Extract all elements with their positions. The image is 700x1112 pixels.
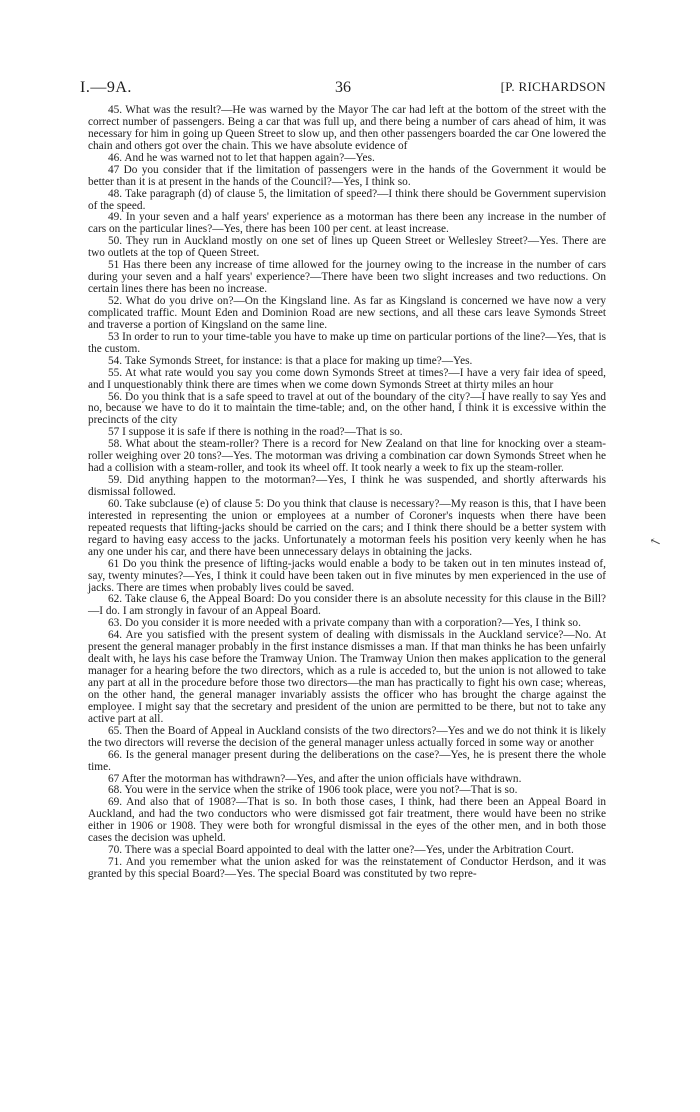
paragraph-q64: 64. Are you satisfied with the present system of dealing with dismissals in the Auckland service?—No. At present the general manager probably in the first instance dismisses a man. If that man thinks he has been unfairly dealt with, he lays his case before the Tramway Union. The Tramway Union then makes application to the general manager for a hearing before the two directors, which as a rule is acceded to, but the union is not allowed to take any part at all in the procedure before those two directors—the man has practically to fight his own case; whereas, on the other hand, the general manager invariably assists the officer who has brought the charge against the employee. I might say that the secretary and president of the union are permitted to be there, but not to take any active part at all.	[88, 629, 606, 725]
paragraph-q57: 57 I suppose it is safe if there is nothing in the road?—That is so.	[108, 426, 403, 439]
paragraph-q67: 67 After the motorman has withdrawn?—Yes, and after the union officials have withdrawn.	[108, 772, 522, 785]
paragraph-q51: 51 Has there been any increase of time allowed for the journey owing to the increase in the number of cars during your seven and a half years' experience?—There have been two slight increases and two reductions. On certain lines there has been no increase.	[88, 259, 606, 296]
margin-pencil-mark: ↖	[647, 532, 663, 551]
testimony-body	[88, 105, 606, 881]
paragraph-q50: 50. They run in Auckland mostly on one set of lines up Queen Street or Wellesley Street?—Yes. There are two outlets at the top of Queen Street.	[88, 235, 606, 260]
paragraph-q70: 70. There was a special Board appointed to deal with the latter one?—Yes, under the Arbitration Court.	[108, 844, 574, 857]
paragraph-q47: 47 Do you consider that if the limitation of passengers were in the hands of the Government it would be better than it is at present in the hands of the Council?—Yes, I think so.	[88, 163, 606, 188]
paragraph-q45: 45. What was the result?—He was warned by the Mayor The car had left at the bottom of the street with the correct number of passengers. Being a car that was full up, and there being a number of cars ahead of him, it was necessary for him in going up Queen Street to slow up, and then other passengers boarded the car One lowered the chain and others got over the chain. This we have absolute evidence of	[88, 104, 606, 152]
paragraph-q63: 63. Do you consider it is more needed with a private company than with a corporation?—Yes, I think so.	[108, 617, 581, 630]
paragraph-q55: 55. At what rate would you say you come down Symonds Street at times?—I have a very fair idea of speed, and I unquestionably think there are times when we come down Symonds Street at thirty miles an hour	[88, 366, 606, 391]
paragraph-q49: 49. In your seven and a half years' experience as a motorman has there been any increase in the number of cars on the particular lines?—Yes, there has been 100 per cent. at least increase.	[88, 211, 606, 236]
paragraph-q59: 59. Did anything happen to the motorman?—Yes, I think he was suspended, and shortly afterwards his dismissal followed.	[88, 474, 606, 498]
paragraph-q69: 69. And also that of 1908?—That is so. In both those cases, I think, had there been an Appeal Board in Auckland, and had the two conductors who were dismissed got fair treatment, there would have been no strike either in 1906 or 1908. They were both for wrongful dismissal in the eyes of the other men, and in both those cases the decision was upheld.	[88, 796, 606, 845]
paragraph-q66: 66. Is the general manager present during the deliberations on the case?—Yes, he is present there the whole time.	[88, 748, 606, 773]
paragraph-q53: 53 In order to run to your time-table you have to make up time on particular portions of the line?—Yes, that is the custom.	[88, 330, 606, 355]
paragraph-q54: 54. Take Symonds Street, for instance: is that a place for making up time?—Yes.	[108, 354, 473, 367]
paragraph-q65: 65. Then the Board of Appeal in Auckland consists of the two directors?—Yes and we do not think it is likely the two directors will reverse the decision of the general manager unless actually forced in some way or another	[88, 724, 606, 749]
paragraph-q48: 48. Take paragraph (d) of clause 5, the limitation of speed?—I think there should be Government supervision of the speed.	[88, 187, 606, 212]
paragraph-q52: 52. What do you drive on?—On the Kingsland line. As far as Kingsland is concerned we have now a very complicated traffic. Mount Eden and Dominion Road are new sections, and all these cars leave Symonds Street and traverse a portion of Kingsland on the same line.	[88, 295, 606, 331]
paragraph-q61: 61 Do you think the presence of lifting-jacks would enable a body to be taken out in ten minutes instead of, say, twenty minutes?—Yes, I think it could have been taken out in five minutes by men experienced in the use of jacks. There are times when probably lives could be saved.	[88, 557, 606, 594]
paragraph-q58: 58. What about the steam-roller? There is a record for New Zealand on that line for knocking over a steam-roller weighing over 20 tons?—Yes. The motorman was driving a combination car down Symonds Street when he had a collision with a steam-roller, and took its wheel off. It took nearly a week to fix up the steam-roller.	[88, 438, 606, 475]
witness-name: [P. RICHARDSON	[500, 79, 606, 94]
paragraph-q68: 68. You were in the service when the strike of 1906 took place, were you not?—That is so.	[108, 784, 518, 797]
paragraph-q62: 62. Take clause 6, the Appeal Board: Do you consider there is an absolute necessity for this clause in the Bill?—I do. I am strongly in favour of an Appeal Board.	[88, 593, 606, 618]
paragraph-q46: 46. And he was warned not to let that happen again?—Yes.	[108, 151, 375, 164]
page-number: 36	[335, 79, 351, 96]
page-header	[80, 79, 606, 101]
document-reference: I.—9A.	[80, 79, 132, 96]
paragraph-q71: 71. And you remember what the union asked for was the reinstatement of Conductor Herdson, and it was granted by this special Board?—Yes. The special Board was constituted by two repre-	[88, 856, 606, 880]
paragraph-q56: 56. Do you think that is a safe speed to travel at out of the boundary of the city?—I have really to say Yes and no, because we have to do it to maintain the time-table; and, on the other hand, I think it is excessive within the precincts of the city	[88, 390, 606, 427]
paragraph-q60: 60. Take subclause (e) of clause 5: Do you think that clause is necessary?—My reason is this, that I have been interested in representing the union or employees at a number of Coroner's inquests when there have been repeated requests that lifting-jacks should be carried on the cars; and I think there should be a better system with regard to having easy access to the jacks. Unfortunately a motorman feels his position very keenly when he has any one under his car, and there have been unnecessary delays in obtaining the jacks.	[88, 497, 606, 558]
